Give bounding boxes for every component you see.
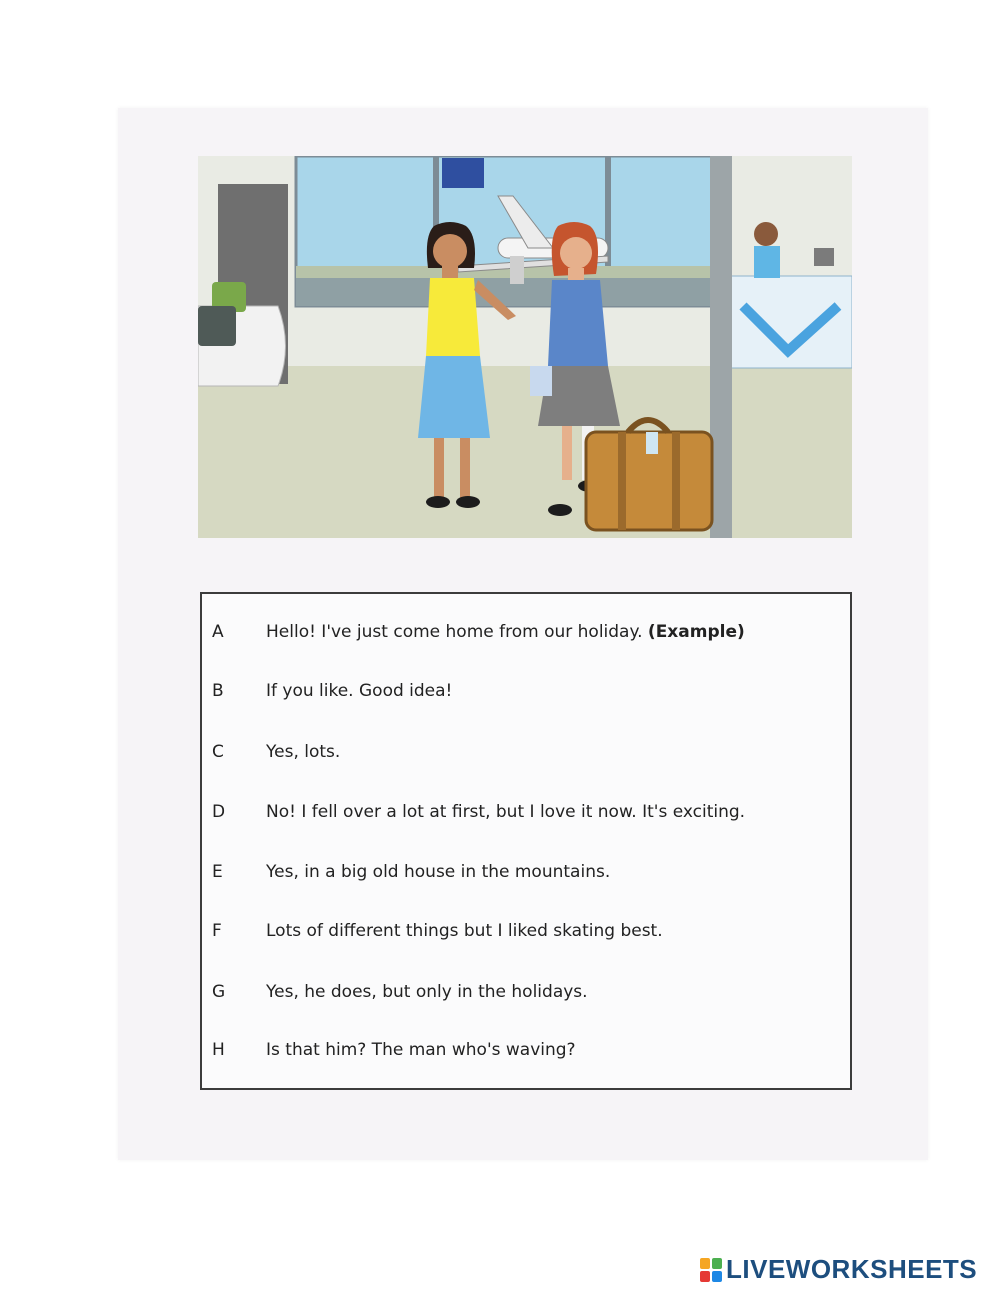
option-letter: H — [212, 1040, 225, 1060]
answer-options-box — [200, 592, 852, 1090]
option-text: Lots of different things but I liked skating best. — [266, 921, 663, 941]
option-text: Hello! I've just come home from our holiday. (Example) — [266, 622, 745, 642]
liveworksheets-wordmark: LIVEWORKSHEETS — [726, 1254, 978, 1284]
option-letter: G — [212, 982, 226, 1002]
option-letter: A — [212, 622, 224, 642]
option-letter: D — [212, 802, 226, 822]
option-text: Is that him? The man who's waving? — [266, 1040, 576, 1060]
liveworksheets-logo[interactable] — [700, 1254, 977, 1285]
example-tag: (Example) — [647, 622, 745, 642]
airport-floor — [198, 366, 852, 538]
option-text: Yes, lots. — [266, 742, 341, 762]
option-letter: B — [212, 681, 224, 701]
option-text: No! I fell over a lot at first, but I love it now. It's exciting. — [266, 802, 746, 822]
option-text: Yes, he does, but only in the holidays. — [266, 982, 588, 1002]
option-letter: C — [212, 742, 224, 762]
option-text: Yes, in a big old house in the mountains. — [266, 862, 611, 882]
departures-board — [442, 158, 484, 188]
option-text: If you like. Good idea! — [266, 681, 453, 701]
suitcase-icon — [586, 420, 712, 530]
option-letter: E — [212, 862, 223, 882]
airport-illustration — [198, 156, 852, 538]
option-letter: F — [212, 921, 222, 941]
liveworksheets-logo-icon — [700, 1258, 722, 1282]
